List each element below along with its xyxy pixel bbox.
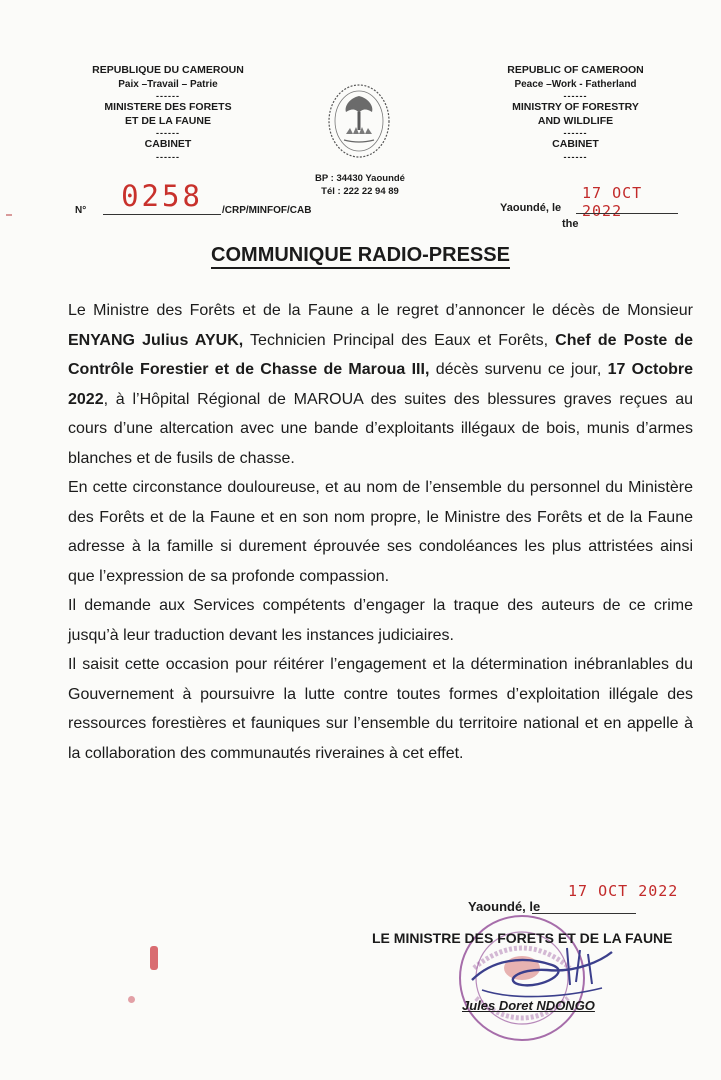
paragraph-commitment: Il saisit cette occasion pour réitérer l’engagement et la détermination inébranlables du Gouvernement à poursuivre la lutte contre toutes formes d’exploitation illégale des ressources forestières et fauniques sur l’ensemble du territoire national et en appelle à la collaboration des communautés riveraines à cet effet. bbox=[68, 656, 693, 762]
signatory-title: LE MINISTRE DES FORETS ET DE LA FAUNE bbox=[372, 930, 673, 946]
separator: ------ bbox=[563, 151, 588, 162]
ministry-name-en-line1: MINISTRY OF FORESTRY bbox=[512, 101, 639, 113]
header-left-french bbox=[78, 64, 258, 162]
paragraph-investigation: Il demande aux Services compétents d’engager la traque des auteurs de ce crime jusqu’à leur traduction devant les instances judiciaires. bbox=[68, 597, 693, 644]
signature-date-underline bbox=[532, 913, 636, 914]
dateline bbox=[500, 184, 690, 234]
text-run: Technicien Principal des Eaux et Forêts, bbox=[243, 331, 556, 349]
deceased-post: Chef de Poste de Contrôle Forestier et de Chasse de Maroua III, bbox=[68, 331, 694, 378]
separator: ------ bbox=[563, 128, 588, 138]
separator: ------ bbox=[156, 151, 180, 162]
ministry-name-fr-line2: ET DE LA FAUNE bbox=[125, 114, 211, 127]
national-motto-fr: Paix –Travail – Patrie bbox=[118, 78, 218, 90]
dateline-label-en: the bbox=[562, 218, 579, 230]
signature-place: Yaoundé, le bbox=[468, 899, 541, 914]
document-title-text: COMMUNIQUE RADIO-PRESSE bbox=[211, 244, 510, 269]
ministry-name-fr-line1: MINISTERE DES FORETS bbox=[104, 101, 232, 113]
date-stamp: 17 OCT 2022 bbox=[582, 184, 643, 220]
signatory-name: Jules Doret NDONGO bbox=[462, 998, 595, 1013]
telephone: Tél : 222 22 94 89 bbox=[321, 186, 399, 197]
ministry-name-en-line2: AND WILDLIFE bbox=[537, 114, 614, 127]
paragraph-announcement bbox=[68, 296, 693, 473]
ink-smudge bbox=[128, 996, 135, 1003]
reference-suffix: /CRP/MINFOF/CAB bbox=[222, 205, 312, 216]
text-run: , à l’Hôpital Régional de MAROUA des suites des blessures graves reçues au cours d’une altercation avec une bande d’exploitants illégaux de bois, munis d’armes blanches et de fusils de chasse. bbox=[68, 390, 693, 467]
text-run: décès survenu ce jour, bbox=[429, 361, 608, 378]
dateline-label: Yaoundé, le bbox=[500, 202, 562, 214]
date-underline bbox=[576, 213, 678, 214]
ministry-crest-icon bbox=[326, 82, 392, 160]
office-name-fr: CABINET bbox=[144, 138, 192, 150]
reference-label: N° bbox=[75, 205, 87, 216]
communique-body bbox=[68, 296, 693, 768]
header-right-english bbox=[478, 64, 673, 162]
postal-box: BP : 34430 Yaoundé bbox=[315, 173, 405, 184]
paragraph-condolences: En cette circonstance douloureuse, et au nom de l’ensemble du personnel du Ministère des Forêts et de la Faune et en son nom propre, le Ministre des Forêts et de la Faune adresse à la famille si durement éprouvée ses condoléances les plus attristées ainsi que l’expression de sa profonde compassion. bbox=[68, 479, 693, 585]
national-motto-en: Peace –Work - Fatherland bbox=[514, 78, 637, 90]
country-name-fr: REPUBLIQUE DU CAMEROUN bbox=[92, 64, 244, 76]
text-run: Le Ministre des Forêts et de la Faune a le regret d’annoncer le décès de Monsieur bbox=[68, 302, 693, 319]
document-title bbox=[0, 244, 721, 267]
signature-block bbox=[372, 880, 702, 1080]
ink-smudge bbox=[150, 946, 158, 970]
country-name-en: REPUBLIC OF CAMEROON bbox=[507, 64, 644, 76]
separator: ------ bbox=[156, 91, 180, 101]
deceased-name: ENYANG Julius AYUK, bbox=[68, 331, 244, 349]
date-of-death: 17 Octobre 2022 bbox=[68, 361, 694, 408]
office-name-en: CABINET bbox=[552, 138, 599, 150]
scan-mark bbox=[6, 214, 12, 216]
separator: ------ bbox=[156, 128, 180, 138]
separator: ------ bbox=[563, 91, 588, 101]
reference-number-line bbox=[75, 178, 375, 218]
signature-date-stamp: 17 OCT 2022 bbox=[568, 882, 679, 900]
reference-number: 0258 bbox=[103, 178, 221, 215]
